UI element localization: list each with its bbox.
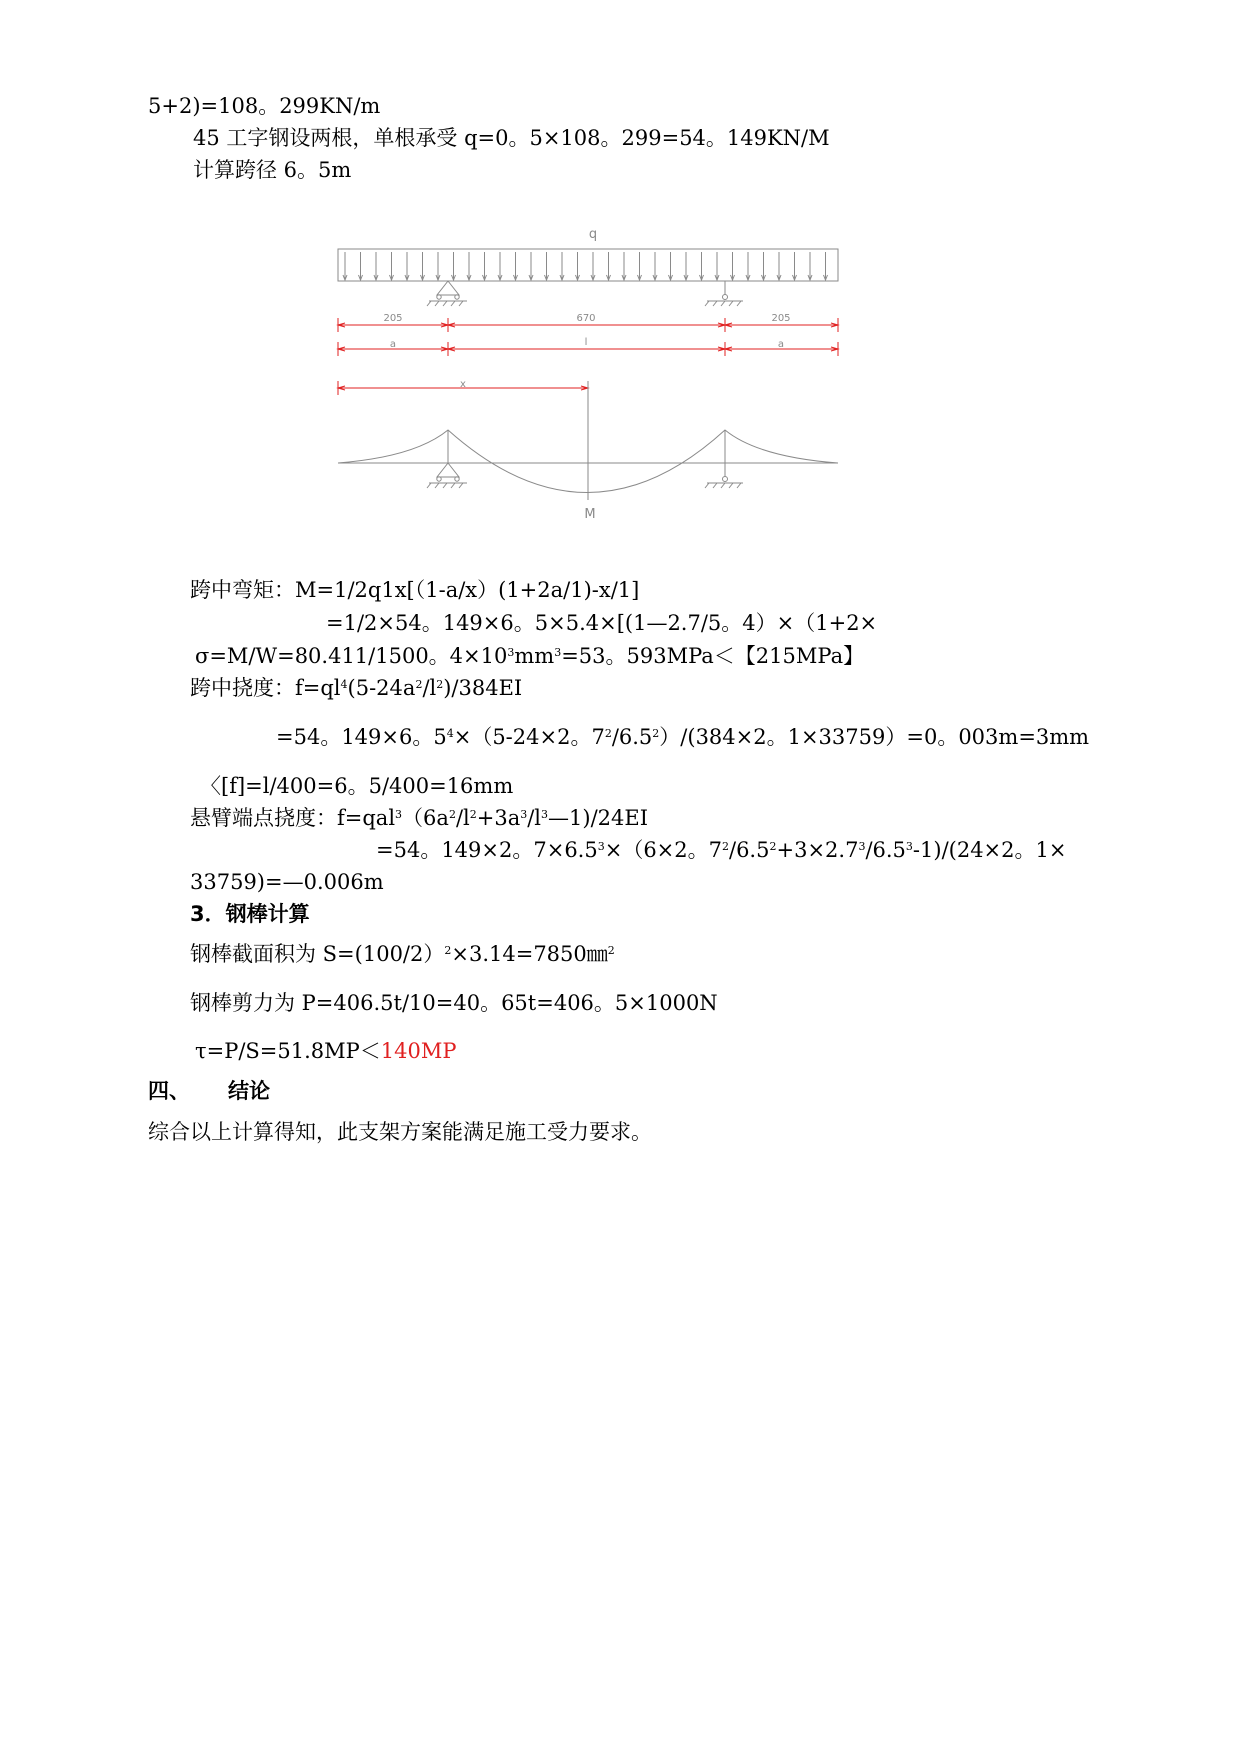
sup-2: 2 xyxy=(444,944,452,957)
steel-bar-area-part-b: ×3.14=7850㎜ xyxy=(451,942,608,966)
midspan-moment-formula-text: 跨中弯矩：M=1/2q1x[（1-a/x）(1+2a/1)-x/1] xyxy=(190,578,640,602)
sup-2: 2 xyxy=(469,808,477,821)
steel-bar-shear xyxy=(190,989,718,1017)
stress-check-part-c: =53。593MPa＜【215MPa】 xyxy=(561,644,865,668)
conclusion-text-content: 综合以上计算得知，此支架方案能满足施工受力要求。 xyxy=(148,1120,652,1144)
load-label-q: q xyxy=(588,227,598,242)
midspan-moment-calc-text: =1/2×54。149×6。5×5.4×[(1—2.7/5。4）×（1+2× xyxy=(326,611,878,635)
dim-right-label: 205 xyxy=(771,313,791,324)
cantilever-part-a: 悬臂端点挠度：f=qal xyxy=(190,806,396,830)
cantilever-result-text: 33759)=—0.006m xyxy=(190,870,384,894)
dim-x-label: x xyxy=(460,379,466,390)
cantilever-calc-part-a: =54。149×2。7×6.5 xyxy=(376,838,598,862)
cantilever-part-e: /l xyxy=(527,806,542,830)
sup-3: 3 xyxy=(554,646,562,659)
stress-check-part-b: mm xyxy=(514,644,555,668)
cantilever-part-c: /l xyxy=(455,806,470,830)
allowable-deflection xyxy=(200,772,513,800)
cantilever-deflection-calc xyxy=(376,836,1066,864)
deflection-part-b: (5-24a xyxy=(347,676,416,700)
dim-a-left-label: a xyxy=(389,339,397,350)
section-heading-4-text: 结论 xyxy=(228,1079,270,1103)
section-heading-4-number: 四、 xyxy=(148,1079,190,1103)
steel-bar-area xyxy=(190,940,615,968)
sup-3: 3 xyxy=(507,646,515,659)
sup-3: 3 xyxy=(905,840,913,853)
cantilever-calc-part-e: /6.5 xyxy=(865,838,906,862)
sup-4: 4 xyxy=(340,678,348,691)
text-line-2 xyxy=(193,124,830,152)
text-line-2-text: 45 工字钢设两根，单根承受 q=0。5×108。299=54。149KN/M xyxy=(193,126,830,150)
sup-2: 2 xyxy=(415,678,423,691)
cantilever-deflection-formula xyxy=(190,804,648,832)
sup-2: 2 xyxy=(722,840,729,853)
shear-stress-check xyxy=(195,1037,457,1065)
deflection-calc-part-c: /6.5 xyxy=(611,725,653,749)
dimension-line-2 xyxy=(338,342,838,356)
deflection-calc-part-b: ×（5-24×2。7 xyxy=(453,725,605,749)
stress-check xyxy=(195,642,864,670)
deflection-calc-part-a: =54。149×6。5 xyxy=(276,725,447,749)
sup-3: 3 xyxy=(541,808,549,821)
beam-diagram xyxy=(335,225,855,525)
deflection-part-c: /l xyxy=(422,676,437,700)
sup-2: 2 xyxy=(607,944,615,957)
text-line-3 xyxy=(193,156,351,184)
sup-3: 3 xyxy=(395,808,403,821)
section-heading-4 xyxy=(148,1077,270,1105)
text-line-1 xyxy=(148,92,380,120)
deflection-part-a: 跨中挠度：f=ql xyxy=(190,676,341,700)
deflection-part-d: )/384EI xyxy=(443,676,523,700)
load-arrows xyxy=(343,252,828,280)
midspan-moment-formula xyxy=(190,576,639,604)
section-heading-3 xyxy=(190,900,310,928)
sup-2: 2 xyxy=(652,727,660,740)
cantilever-calc-part-b: ×（6×2。7 xyxy=(604,838,722,862)
steel-bar-area-part-a: 钢棒截面积为 S=(100/2） xyxy=(190,942,445,966)
moment-label-M: M xyxy=(584,507,596,522)
steel-bar-shear-text: 钢棒剪力为 P=406.5t/10=40。65t=406。5×1000N xyxy=(190,991,718,1015)
sup-3: 3 xyxy=(858,840,866,853)
support-left-bottom xyxy=(427,463,467,488)
shear-stress-limit: 140MP xyxy=(380,1039,457,1063)
deflection-calc-part-d: ）/(384×2。1×33759）=0。003m=3mm xyxy=(659,725,1090,749)
sup-3: 3 xyxy=(520,808,528,821)
cantilever-calc-part-d: +3×2.7 xyxy=(776,838,859,862)
cantilever-part-d: +3a xyxy=(476,806,521,830)
cantilever-calc-part-c: /6.5 xyxy=(729,838,770,862)
cantilever-part-b: （6a xyxy=(402,806,449,830)
sup-2: 2 xyxy=(436,678,444,691)
dim-left-label: 205 xyxy=(383,313,403,324)
sup-2: 2 xyxy=(769,840,777,853)
conclusion-text xyxy=(148,1118,652,1146)
sup-2: 2 xyxy=(604,727,612,740)
sup-2: 2 xyxy=(448,808,456,821)
dim-mid-label: 670 xyxy=(576,313,596,324)
sup-3: 3 xyxy=(597,840,605,853)
midspan-moment-calc xyxy=(326,609,877,637)
cantilever-calc-part-f: -1)/(24×2。1× xyxy=(912,838,1067,862)
text-line-3-text: 计算跨径 6。5m xyxy=(193,158,352,182)
sup-4: 4 xyxy=(446,727,454,740)
dim-l-label: l xyxy=(584,337,588,348)
stress-check-part-a: σ=M/W=80.411/1500。4×10 xyxy=(195,644,508,668)
allowable-deflection-text: 〈[f]=l/400=6。5/400=16mm xyxy=(200,774,514,798)
section-heading-3-text: 3．钢棒计算 xyxy=(190,902,310,926)
text-line-1-text: 5+2)=108。299KN/m xyxy=(148,94,381,118)
shear-stress-text: τ=P/S=51.8MP＜ xyxy=(195,1039,381,1063)
dim-a-right-label: a xyxy=(777,339,785,350)
support-right-top xyxy=(705,281,743,306)
support-left-top xyxy=(427,281,467,306)
midspan-deflection-formula xyxy=(190,674,522,702)
cantilever-part-f: —1)/24EI xyxy=(548,806,648,830)
cantilever-result xyxy=(190,868,384,896)
midspan-deflection-calc xyxy=(276,723,1089,751)
support-right-bottom xyxy=(705,463,743,488)
